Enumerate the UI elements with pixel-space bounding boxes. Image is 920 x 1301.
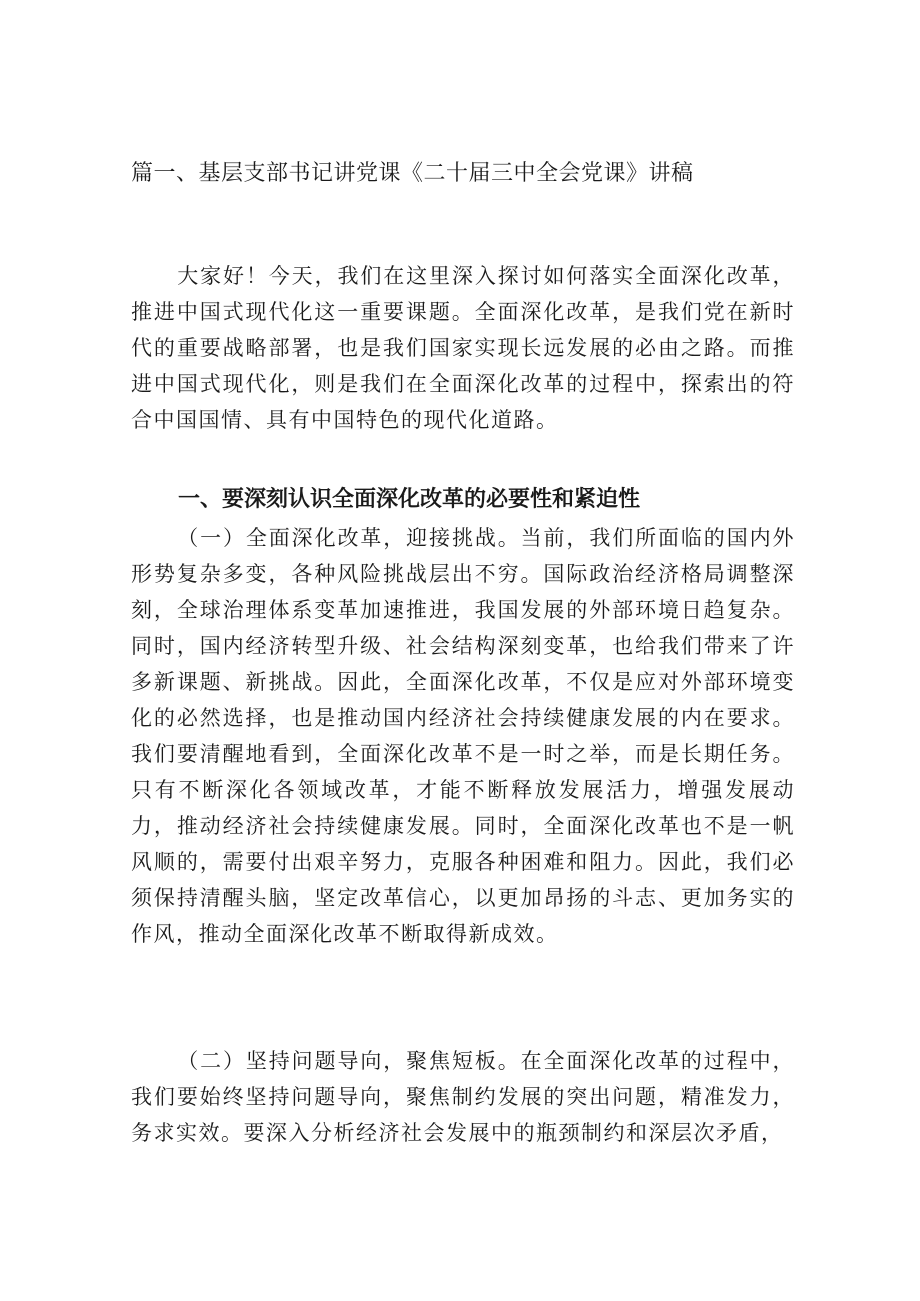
section-paragraph-1: （一）全面深化改革，迎接挑战。当前，我们所面临的国内外形势复杂多变，各种风险挑战层出不穷。国际政治经济格局调整深刻，全球治理体系变革加速推进，我国发展的外部环境日趋复杂。同时，国内经济转型升级、社会结构深刻变革，也给我们带来了许多新课题、新挑战。因此，全面深化改革，不仅是应对外部环境变化的必然选择，也是推动国内经济社会持续健康发展的内在要求。我们要清醒地看到，全面深化改革不是一时之举，而是长期任务。只有不断深化各领域改革，才能不断释放发展活力，增强发展动力，推动经济社会持续健康发展。同时，全面深化改革也不是一帆风顺的，需要付出艰辛努力，克服各种困难和阻力。因此，我们必须保持清醒头脑，坚定改革信心，以更加昂扬的斗志、更加务实的作风，推动全面深化改革不断取得新成效。 [131,526,795,946]
section-heading: 一、要深刻认识全面深化改革的必要性和紧迫性 [178,487,641,512]
section-paragraph-2: （二）坚持问题导向，聚焦短板。在全面深化改革的过程中，我们要始终坚持问题导向，聚焦制约发展的突出问题，精准发力，务求实效。要深入分析经济社会发展中的瓶颈制约和深层次矛盾， [131,1049,795,1145]
intro-paragraph: 大家好！今天，我们在这里深入探讨如何落实全面深化改革，推进中国式现代化这一重要课题。全面深化改革，是我们党在新时代的重要战略部署，也是我们国家实现长远发展的必由之路。而推进中国式现代化，则是我们在全面深化改革的过程中，探索出的符合中国国情、具有中国特色的现代化道路。 [131,264,795,432]
document-title: 篇一、基层支部书记讲党课《二十届三中全会党课》讲稿 [131,161,694,186]
